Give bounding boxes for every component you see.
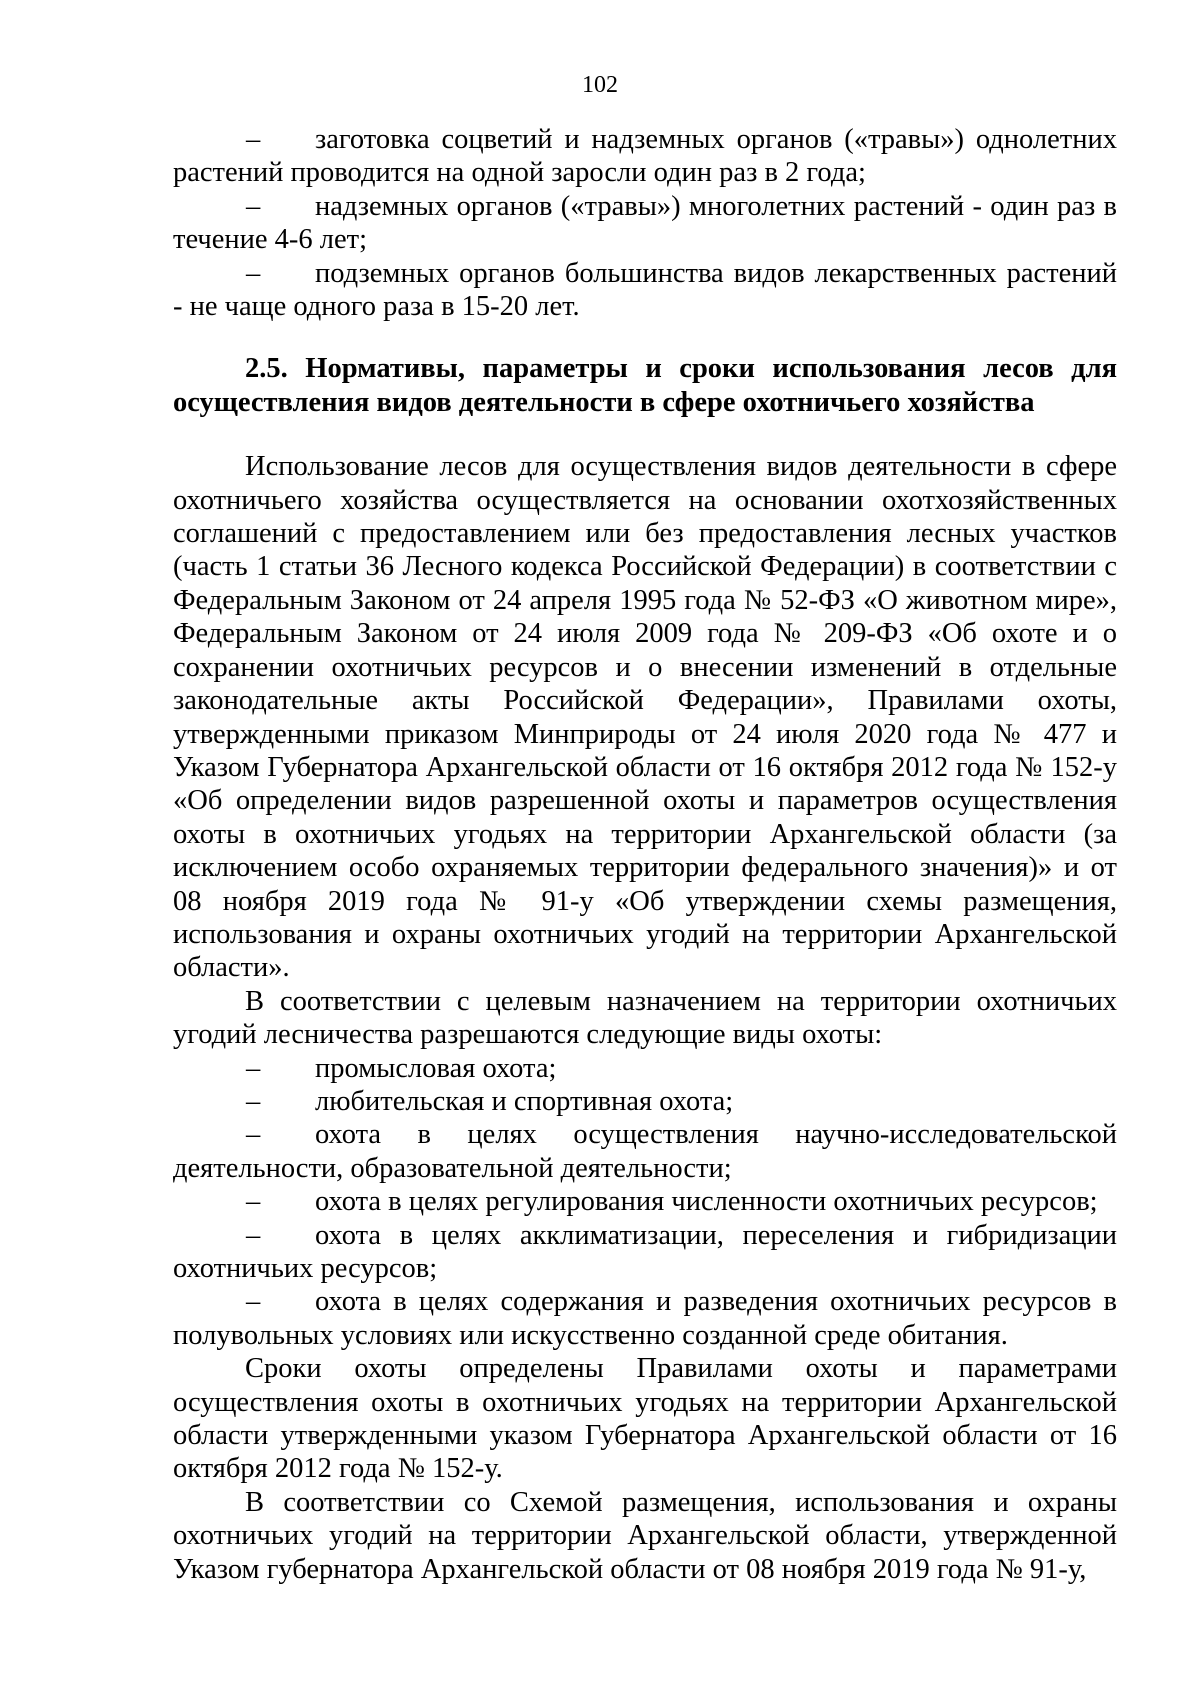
dash-marker: – bbox=[246, 124, 261, 155]
paragraph-scheme: В соответствии со Схемой размещения, использования и охраны охотничьих угодий на территории Архангельской области, утвержденной Указом губернатора Архангельской области от 08 ноября 2019 года № 91-у, bbox=[173, 1486, 1117, 1585]
paragraph-hunting-types-intro: В соответствии с целевым назначением на территории охотничьих угодий лесничества разрешаются следующие виды охоты: bbox=[173, 985, 1117, 1051]
hunting-types-list bbox=[173, 1052, 1117, 1353]
dash-marker: – bbox=[246, 1085, 261, 1117]
list-item-text: подземных органов большинства видов лекарственных растений - не чаще одного раза в 15-20 лет. bbox=[173, 257, 1117, 323]
list-item bbox=[173, 123, 1117, 190]
list-item bbox=[173, 1185, 1117, 1218]
list-item-text: охота в целях осуществления научно-исследовательской деятельности, образовательной деятельности; bbox=[173, 1119, 1117, 1184]
list-item bbox=[173, 1285, 1117, 1352]
list-item bbox=[173, 190, 1117, 257]
list-item bbox=[173, 1052, 1117, 1085]
intro-list bbox=[173, 123, 1117, 323]
list-item-text: любительская и спортивная охота; bbox=[315, 1085, 734, 1117]
dash-marker: – bbox=[246, 1052, 261, 1084]
list-item bbox=[173, 1219, 1117, 1286]
list-item-text: охота в целях содержания и разведения охотничьих ресурсов в полувольных условиях или искусственно созданной среде обитания. bbox=[173, 1286, 1117, 1351]
section-heading: 2.5. Нормативы, параметры и сроки использования лесов для осуществления видов деятельности в сфере охотничьего хозяйства bbox=[173, 353, 1117, 418]
list-item bbox=[173, 1085, 1117, 1118]
page-number: 102 bbox=[582, 72, 618, 98]
list-item-text: заготовка соцветий и надземных органов («травы») однолетних растений проводится на одной заросли один раз в 2 года; bbox=[173, 124, 1117, 189]
dash-marker: – bbox=[246, 190, 261, 222]
dash-marker: – bbox=[246, 1186, 261, 1218]
dash-marker: – bbox=[246, 1119, 261, 1151]
list-item-text: промысловая охота; bbox=[315, 1052, 557, 1084]
dash-marker: – bbox=[246, 1286, 261, 1318]
page-content bbox=[173, 123, 1117, 1586]
list-item bbox=[173, 257, 1117, 324]
list-item-text: охота в целях регулирования численности охотничьих ресурсов; bbox=[315, 1186, 1098, 1218]
list-item-text: надземных органов («травы») многолетних растений - один раз в течение 4-6 лет; bbox=[173, 190, 1117, 256]
list-item bbox=[173, 1118, 1117, 1185]
dash-marker: – bbox=[246, 257, 261, 289]
dash-marker: – bbox=[246, 1219, 261, 1251]
list-item-text: охота в целях акклиматизации, переселения и гибридизации охотничьих ресурсов; bbox=[173, 1219, 1117, 1284]
paragraph-legal-basis: Использование лесов для осуществления видов деятельности в сфере охотничьего хозяйства осуществляется на основании охотхозяйственных соглашений с предоставлением или без предоставления лесных участков (часть 1 статьи 36 Лесного кодекса Российской Федерации) в соответствии с Федеральным Законом от 24 апреля 1995 года № 52-ФЗ «О животном мире», Федеральным Законом от 24 июля 2009 года № 209-ФЗ «Об охоте и о сохранении охотничьих ресурсов и о внесении изменений в отдельные законодательные акты Российской Федерации», Правилами охоты, утвержденными приказом Минприроды от 24 июля 2020 года № 477 и Указом Губернатора Архангельской области от 16 октября 2012 года № 152-у «Об определении видов разрешенной охоты и параметров осуществления охоты в охотничьих угодьях на территории Архангельской области (за исключением особо охраняемых территории федерального значения)» и от 08 ноября 2019 года № 91-у «Об утверждении схемы размещения, использования и охраны охотничьих угодий на территории Архангельской области». bbox=[173, 451, 1117, 984]
paragraph-hunting-seasons: Сроки охоты определены Правилами охоты и параметрами осуществления охоты в охотничьих угодьях на территории Архангельской области утвержденными указом Губернатора Архангельской области от 16 октября 2012 года № 152-у. bbox=[173, 1353, 1117, 1485]
